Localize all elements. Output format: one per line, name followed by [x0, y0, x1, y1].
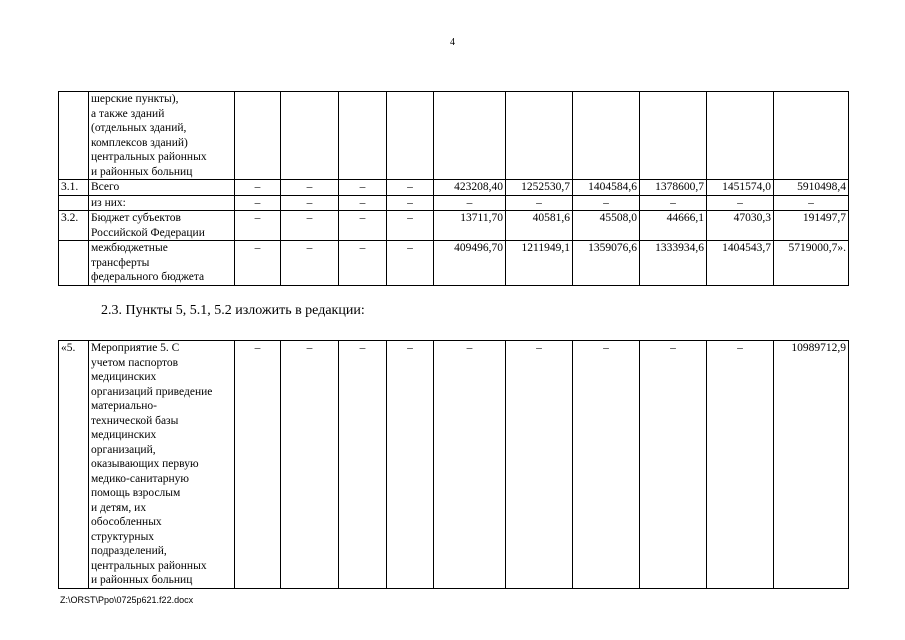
value-cell: 5719000,7».: [774, 241, 849, 286]
table-row: [59, 92, 849, 180]
value-cell: –: [640, 195, 707, 211]
row-name-cell: из них:: [89, 195, 235, 211]
value-cell: –: [573, 341, 640, 589]
value-cell: 45508,0: [573, 211, 640, 241]
value-cell: –: [339, 195, 387, 211]
row-index-cell: 3.2.: [59, 211, 89, 241]
file-path-footer: Z:\ORST\Ppo\0725p621.f22.docx: [60, 595, 194, 605]
row-index-cell: [59, 195, 89, 211]
value-cell: [339, 92, 387, 180]
value-cell: [573, 92, 640, 180]
value-cell: 1359076,6: [573, 241, 640, 286]
page-number: 4: [450, 37, 455, 48]
value-cell: 10989712,9: [774, 341, 849, 589]
row-index-cell: [59, 92, 89, 180]
value-cell: 1252530,7: [506, 180, 573, 196]
budget-table-items: [58, 340, 849, 589]
value-cell: –: [573, 195, 640, 211]
value-cell: 1211949,1: [506, 241, 573, 286]
value-cell: –: [281, 341, 339, 589]
row-name-cell: межбюджетные трансферты федерального бюджета: [89, 241, 235, 286]
value-cell: –: [707, 195, 774, 211]
value-cell: [434, 92, 506, 180]
value-cell: –: [434, 341, 506, 589]
value-cell: [387, 92, 434, 180]
value-cell: –: [506, 195, 573, 211]
row-index-cell: 3.1.: [59, 180, 89, 196]
row-index-cell: [59, 241, 89, 286]
value-cell: [506, 92, 573, 180]
value-cell: [640, 92, 707, 180]
value-cell: –: [506, 341, 573, 589]
value-cell: –: [387, 211, 434, 241]
row-name-cell: Мероприятие 5. С учетом паспортов медицинских организаций приведение материально- технической базы медицинских организаций, оказывающих первую медико-санитарную помощь взрослым и детям, их обособленных структурных подразделений, центральных районных и районных больниц: [89, 341, 235, 589]
value-cell: –: [434, 195, 506, 211]
value-cell: 423208,40: [434, 180, 506, 196]
row-name-cell: Всего: [89, 180, 235, 196]
value-cell: 1404584,6: [573, 180, 640, 196]
value-cell: –: [235, 211, 281, 241]
value-cell: 5910498,4: [774, 180, 849, 196]
value-cell: –: [774, 195, 849, 211]
table-row: [59, 341, 849, 589]
value-cell: 1333934,6: [640, 241, 707, 286]
value-cell: –: [339, 180, 387, 196]
value-cell: 409496,70: [434, 241, 506, 286]
value-cell: 1404543,7: [707, 241, 774, 286]
value-cell: [235, 92, 281, 180]
value-cell: –: [235, 241, 281, 286]
value-cell: –: [707, 341, 774, 589]
value-cell: [774, 92, 849, 180]
value-cell: 40581,6: [506, 211, 573, 241]
value-cell: –: [387, 341, 434, 589]
value-cell: 44666,1: [640, 211, 707, 241]
value-cell: –: [339, 341, 387, 589]
value-cell: [281, 92, 339, 180]
value-cell: –: [281, 180, 339, 196]
value-cell: 13711,70: [434, 211, 506, 241]
value-cell: –: [235, 195, 281, 211]
value-cell: –: [235, 341, 281, 589]
value-cell: 1378600,7: [640, 180, 707, 196]
value-cell: –: [235, 180, 281, 196]
budget-table-continued: [58, 91, 849, 286]
table-row: [59, 195, 849, 211]
value-cell: 1451574,0: [707, 180, 774, 196]
value-cell: 191497,7: [774, 211, 849, 241]
value-cell: [707, 92, 774, 180]
row-name-cell: шерские пункты), а также зданий (отдельных зданий, комплексов зданий) центральных районных и районных больниц: [89, 92, 235, 180]
value-cell: –: [339, 211, 387, 241]
value-cell: –: [339, 241, 387, 286]
value-cell: 47030,3: [707, 211, 774, 241]
value-cell: –: [387, 180, 434, 196]
table-row: [59, 180, 849, 196]
value-cell: –: [281, 241, 339, 286]
table-row: [59, 211, 849, 241]
row-name-cell: Бюджет субъектов Российской Федерации: [89, 211, 235, 241]
section-heading: 2.3. Пункты 5, 5.1, 5.2 изложить в редакции:: [101, 303, 365, 318]
row-index-cell: «5.: [59, 341, 89, 589]
value-cell: –: [281, 211, 339, 241]
value-cell: –: [387, 195, 434, 211]
value-cell: –: [387, 241, 434, 286]
value-cell: –: [640, 341, 707, 589]
value-cell: –: [281, 195, 339, 211]
table-row: [59, 241, 849, 286]
